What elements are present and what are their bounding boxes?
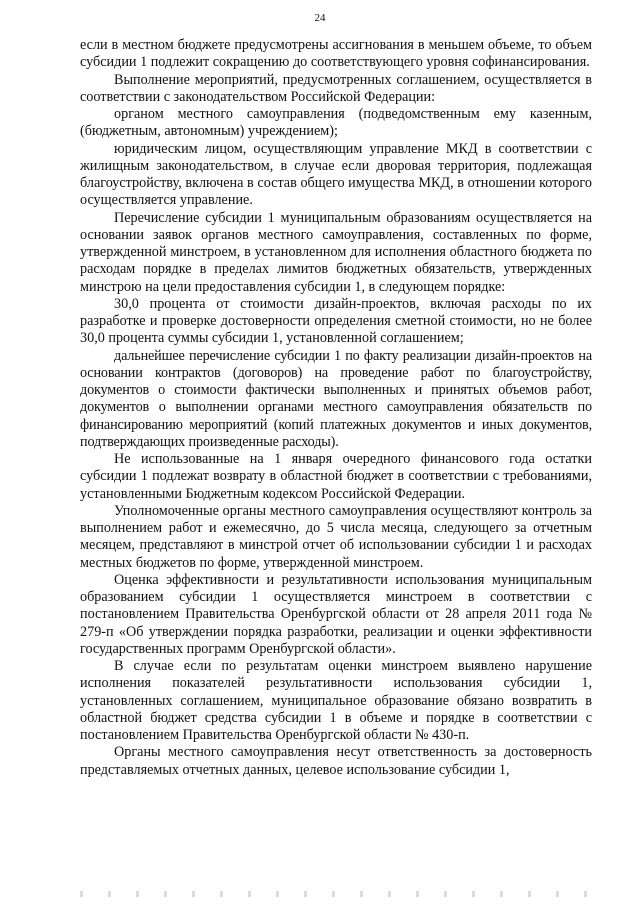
paragraph-implementation: Выполнение мероприятий, предусмотренных соглашением, осуществляется в соответствии с законодательством Российской Федерации: (80, 71, 592, 105)
paragraph-transfer-procedure: Перечисление субсидии 1 муниципальным образованиям осуществляется на основании заявок органов местного самоуправления, составленных по форме, утвержденной минстроем, в установленном для исполнения областного бюджета по расходам порядке в пределах лимитов бюджетных обязательств, утвержденных минстрою на цели предоставления субсидии 1, в следующем порядке: (80, 209, 592, 295)
paragraph-design-projects: 30,0 процента от стоимости дизайн-проектов, включая расходы по их разработке и проверке достоверности определения сметной стоимости, но не более 30,0 процента суммы субсидии 1, установленной соглашением; (80, 295, 592, 347)
paragraph-continuation: если в местном бюджете предусмотрены ассигнования в меньшем объеме, то объем субсидии 1 подлежит сокращению до соответствующего уровня софинансирования. (80, 37, 592, 71)
paragraph-violation-return: В случае если по результатам оценки минстроем выявлено нарушение исполнения показателей результативности использования субсидии 1, установленных соглашением, муниципальное образование обязано возвратить в областной бюджет средства субсидии 1 в объеме и порядке в соответствии с постановлением Правительства Оренбургской области № 430-п. (80, 658, 592, 743)
body-text (80, 37, 592, 779)
paragraph-efficiency-assessment: Оценка эффективности и результативности использования муниципальным образованием субсидии 1 осуществляется минстроем в соответствии с постановлением Правительства Оренбургской области от 28 апреля 2011 года № 279-п «Об утверждении порядка разработки, реализации и оценки эффективности государственных программ Оренбургской области». (80, 571, 592, 657)
paragraph-unused-balances: Не использованные на 1 января очередного финансового года остатки субсидии 1 подлежат возврату в областной бюджет в соответствии с требованиями, установленными Бюджетным кодексом Российской Федерации. (80, 451, 592, 502)
paragraph-local-authority: органом местного самоуправления (подведомственным ему казенным, (бюджетным, автономным) учреждением); (80, 106, 592, 140)
paragraph-control: Уполномоченные органы местного самоуправления осуществляют контроль за выполнением работ и ежемесячно, до 5 числа месяца, следующего за отчетным месяцем, представляют в минстрой отчет об использовании субсидии 1 и расходах местных бюджетов по форме, утвержденной минстроем. (80, 502, 592, 571)
paragraph-responsibility: Органы местного самоуправления несут ответственность за достоверность представляемых отчетных данных, целевое использование субсидии 1, (80, 744, 592, 778)
scan-cut-off-line (80, 891, 592, 897)
paragraph-legal-entity: юридическим лицом, осуществляющим управление МКД в соответствии с жилищным законодательством, в случае если дворовая территория, подлежащая благоустройству, включена в состав общего имущества МКД, в отношении которого осуществляется управление. (80, 140, 592, 209)
page-number: 24 (314, 12, 326, 24)
paragraph-further-transfer: дальнейшее перечисление субсидии 1 по факту реализации дизайн-проектов на основании контрактов (договоров) на проведение работ по благоустройству, документов о стоимости фактически выполненных и принятых объемов работ, документов о выполнении органами местного самоуправления обязательств по финансированию мероприятий (копий платежных документов и иных документов, подтверждающих произведенные расходы). (80, 347, 592, 450)
